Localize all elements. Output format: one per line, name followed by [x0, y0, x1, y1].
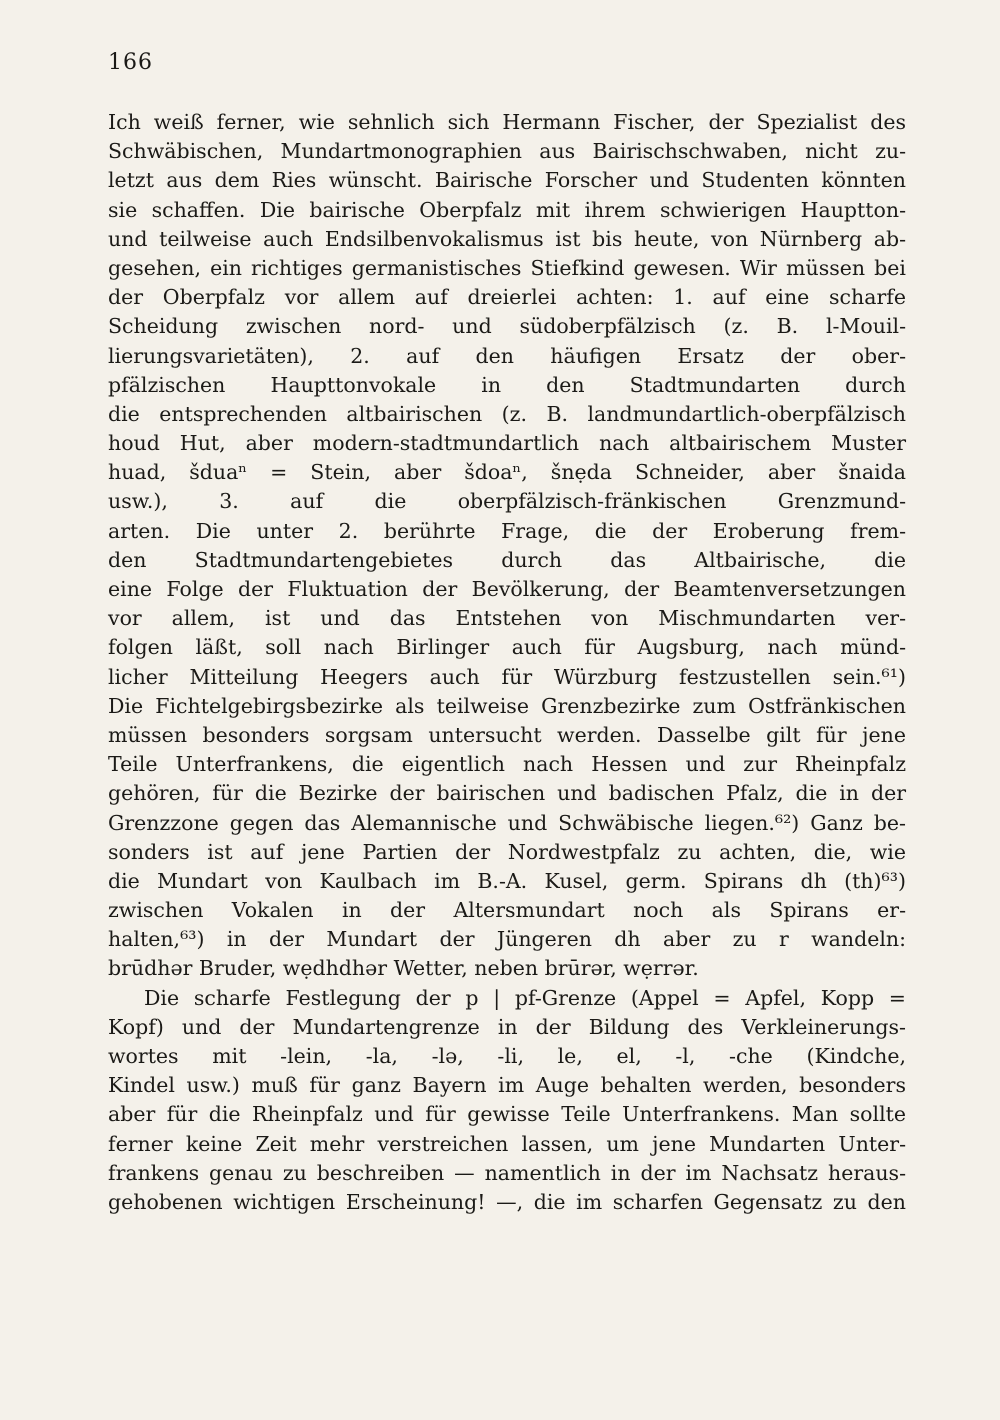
page-number: 166 [108, 50, 153, 75]
text-line: usw.), 3. auf die oberpfälzisch-fränkischen Grenzmund- [108, 489, 906, 514]
text-line: huad, šduaⁿ = Stein, aber šdoaⁿ, šnẹda Schneider, aber šnaida [108, 460, 906, 485]
text-line: Kindel usw.) muß für ganz Bayern im Auge behalten werden, besonders [108, 1073, 906, 1098]
text-line: gehören, für die Bezirke der bairischen und badischen Pfalz, die in der [108, 781, 906, 806]
text-line: arten. Die unter 2. berührte Frage, die der Eroberung frem- [108, 518, 906, 543]
body-text [108, 108, 906, 1217]
text-line: letzt aus dem Ries wünscht. Bairische Forscher und Studenten könnten [108, 168, 906, 193]
text-line: Ich weiß ferner, wie sehnlich sich Hermann Fischer, der Spezialist des [108, 110, 906, 134]
text-line: gehobenen wichtigen Erscheinung! —, die im scharfen Gegensatz zu den [108, 1189, 906, 1214]
text-line: gesehen, ein richtiges germanistisches Stiefkind gewesen. Wir müssen bei [108, 255, 906, 280]
text-line: aber für die Rheinpfalz und für gewisse Teile Unterfrankens. Man sollte [108, 1102, 906, 1127]
text-line: müssen besonders sorgsam untersucht werden. Dasselbe gilt für jene [108, 722, 906, 747]
text-line: lierungsvarietäten), 2. auf den häufigen Ersatz der ober- [108, 343, 906, 368]
text-line: Die scharfe Festlegung der p | pf-Grenze (Appel = Apfel, Kopp = [144, 985, 906, 1010]
text-line: der Oberpfalz vor allem auf dreierlei achten: 1. auf eine scharfe [108, 285, 906, 310]
text-line: Kopf) und der Mundartengrenze in der Bildung des Verkleinerungs- [108, 1014, 906, 1039]
text-line: brūdhər Bruder, wẹdhdhər Wetter, neben brūrər, wẹrrər. [108, 956, 699, 981]
text-line: die entsprechenden altbairischen (z. B. landmundartlich-oberpfälzisch [108, 401, 906, 426]
text-line: frankens genau zu beschreiben — namentlich in der im Nachsatz heraus- [108, 1160, 906, 1185]
text-line: pfälzischen Haupttonvokale in den Stadtmundarten durch [108, 372, 906, 397]
text-line: den Stadtmundartengebietes durch das Altbairische, die [108, 547, 906, 572]
text-line: Schwäbischen, Mundartmonographien aus Bairischschwaben, nicht zu- [108, 139, 906, 164]
text-line: halten,⁶³) in der Mundart der Jüngeren dh aber zu r wandeln: [108, 927, 906, 952]
text-line: vor allem, ist und das Entstehen von Mischmundarten ver- [108, 606, 906, 631]
text-line: sie schaffen. Die bairische Oberpfalz mit ihrem schwierigen Hauptton- [108, 197, 906, 222]
text-line: houd Hut, aber modern-stadtmundartlich nach altbairischem Muster [108, 431, 906, 456]
text-line: eine Folge der Fluktuation der Bevölkerung, der Beamtenversetzungen [108, 577, 906, 601]
text-line: wortes mit -lein, -la, -lə, -li, le, el, -l, -che (Kindche, [108, 1044, 906, 1068]
text-line: Teile Unterfrankens, die eigentlich nach Hessen und zur Rheinpfalz [108, 752, 906, 777]
text-line: Die Fichtelgebirgsbezirke als teilweise Grenzbezirke zum Ostfränkischen [108, 693, 906, 718]
text-line: folgen läßt, soll nach Birlinger auch für Augsburg, nach münd- [108, 635, 906, 660]
text-line: die Mundart von Kaulbach im B.-A. Kusel, germ. Spirans dh (th)⁶³) [108, 868, 906, 893]
text-line: zwischen Vokalen in der Altersmundart noch als Spirans er- [108, 898, 906, 923]
text-line: ferner keine Zeit mehr verstreichen lassen, um jene Mundarten Unter- [108, 1131, 906, 1156]
text-line: Grenzzone gegen das Alemannische und Schwäbische liegen.⁶²) Ganz be- [108, 810, 906, 835]
text-line: und teilweise auch Endsilbenvokalismus ist bis heute, von Nürnberg ab- [108, 226, 906, 251]
text-line: sonders ist auf jene Partien der Nordwestpfalz zu achten, die, wie [108, 839, 906, 864]
text-line: licher Mitteilung Heegers auch für Würzburg festzustellen sein.⁶¹) [108, 664, 906, 689]
text-line: Scheidung zwischen nord- und südoberpfälzisch (z. B. l-Mouil- [108, 314, 906, 339]
